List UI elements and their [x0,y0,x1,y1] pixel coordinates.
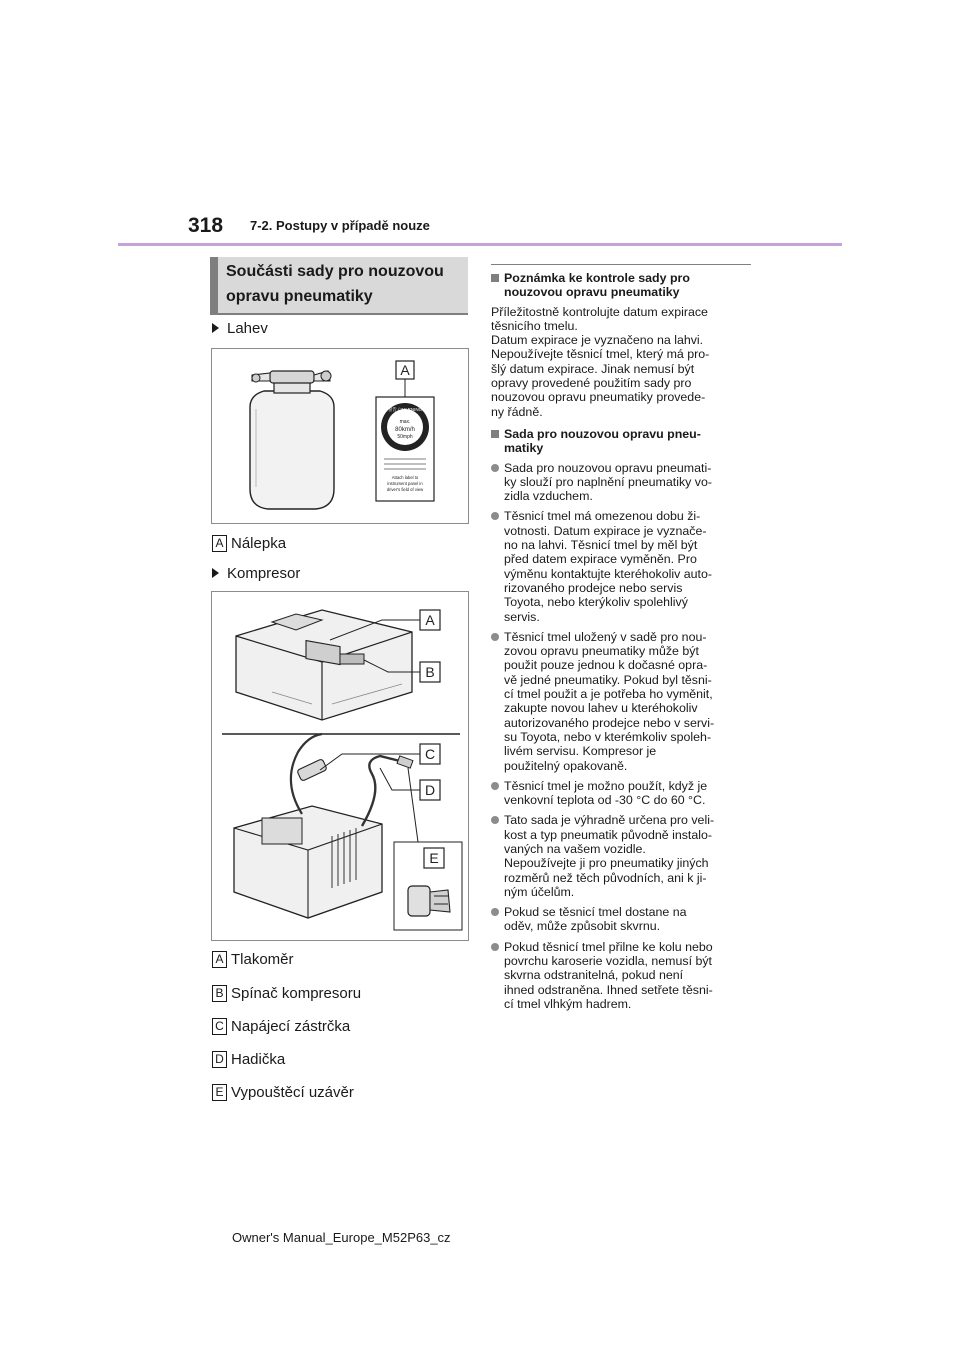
callout-letter: A [212,951,227,968]
callout-text: Hadička [231,1051,286,1068]
header-divider [118,243,842,246]
note-bullet [491,940,751,1011]
footer-manual-id: Owner's Manual_Europe_M52P63_cz [232,1230,451,1245]
note-bullet-text: Sada pro nouzovou opravu pneumati- ky slouží pro naplnění pneumatiky vo- zidla vzduchem. [504,460,712,504]
note-bullet-text: Pokud se těsnicí tmel dostane na oděv, může způsobit skvrnu. [504,905,687,934]
callout-text: Vypouštěcí uzávěr [231,1084,354,1101]
callout-text: Spínač kompresoru [231,985,362,1002]
arrow-icon [212,568,219,578]
note-heading-kit [491,427,751,456]
callout-text: Tlakoměr [231,951,294,968]
circle-bullet-icon [491,908,499,916]
compressor-callout-a [212,951,294,968]
compressor-heading [212,565,300,582]
compressor-callout-b [212,985,361,1002]
sticker-attach-line2: instrument panel in [387,481,423,486]
bottle-heading [212,320,268,337]
notes-top-divider [491,264,751,265]
compressor-callout-d [212,1051,285,1068]
compressor-figure [211,591,469,941]
note-heading-text: Sada pro nouzovou opravu pneu- matiky [504,426,701,456]
note-paragraph-expiry: Příležitostně kontrolujte datum expirace těsnicího tmelu. Datum expirace je vyznačeno na lahvi. Nepoužívejte těsnicí tmel, který má pro- šlý datum expirace. Jinak nemusí být opravy provedené použitím sady pro nouzovou opravu pneumatiky provede- ny řádně. [491,304,710,419]
circle-bullet-icon [491,633,499,641]
compressor-callout-d-marker: D [424,782,436,798]
square-bullet-icon [491,274,499,282]
note-bullet-text: Těsnicí tmel je možno použít, když je venkovní teplota od -30 °C do 60 °C. [504,778,708,808]
sticker-warning-text: 警告 / WARNING [387,407,423,412]
bottle-figure [211,348,469,524]
arrow-icon [212,323,219,333]
note-bullet-text: Pokud těsnicí tmel přilne ke kolu nebo povrchu karoserie vozidla, nemusí být skvrna odstranitelná, pokud není ihned odstraněna. Ihned setřete těsni- cí tmel vlhkým hadrem. [504,939,713,1011]
sticker-max-text: max. [399,419,411,425]
note-heading-text: Poznámka ke kontrole sady pro nouzovou opravu pneumatiky [504,271,690,300]
circle-bullet-icon [491,816,499,824]
circle-bullet-icon [491,782,499,790]
bottle-callout-a-marker: A [400,362,410,378]
callout-text: Nálepka [231,535,287,552]
callout-letter: B [212,985,227,1002]
compressor-callout-b-marker: B [425,664,435,680]
compressor-callout-e-marker: E [429,850,439,866]
note-bullet [491,779,751,808]
callout-letter: E [212,1084,227,1101]
note-bullet-text: Těsnicí tmel uložený v sadě pro nou- zovou opravu pneumatiky může být použit pouze jednou k dočasné opra- vě jedné pneumatiky. Pokud byl těsni- cí tmel použit a je potřeba ho vyměnit, zakupte novou lahev u kteréhokoliv autorizovaného prodejce nebo v servi- su Toyota, nebo v kterémkoliv spoleh- livém servisu. Kompresor je použitelný opakovaně. [504,629,715,773]
note-bullet-text: Tato sada je výhradně určena pro veli- kost a typ pneumatik původně instalo- vaných na vašem vozidle. Nepoužívejte ji pro pneumatiky jiných rozměrů než těch původních, ani k ji- ným účelům. [504,813,715,899]
notes-column [491,264,751,1017]
callout-letter: D [212,1051,227,1068]
circle-bullet-icon [491,943,499,951]
square-bullet-icon [491,430,499,438]
bottle-callout-a [212,535,286,552]
circle-bullet-icon [491,512,499,520]
compressor-callout-c [212,1018,350,1035]
note-bullet [491,461,751,504]
section-title-line1: Součásti sady pro nouzovou [226,263,444,280]
title-divider [210,313,468,315]
bottle-label: Lahev [227,320,268,337]
page-number: 318 [188,214,224,237]
callout-text: Napájecí zástrčka [231,1018,351,1035]
compressor-callout-e [212,1084,354,1101]
note-heading-kit-check [491,271,751,300]
note-bullet [491,905,751,934]
section-header: 7-2. Postupy v případě nouze [250,218,430,233]
section-title-line2: opravu pneumatiky [226,288,373,305]
note-bullet-text: Těsnicí tmel má omezenou dobu ži- votnosti. Datum expirace je vyznače- no na lahvi. Těsnicí tmel by měl být před datem expirace vyměněn. Pro výměnu kontaktujte kteréhokoliv auto- rizovaného prodejce nebo servis Toyota, nebo kterýkoliv spolehlivý servis. [504,509,712,624]
callout-letter: C [212,1018,227,1035]
section-title-box [210,257,468,313]
circle-bullet-icon [491,464,499,472]
note-bullet [491,630,751,773]
compressor-callout-a-marker: A [425,612,435,628]
compressor-callout-c-marker: C [424,746,436,762]
note-bullet [491,813,751,899]
sticker-attach-line1: Attach label to [391,475,419,480]
sticker-kmh-text: 80km/h [395,427,415,433]
sticker-attach-line3: driver's field of view [386,487,424,492]
compressor-label: Kompresor [227,565,301,582]
callout-letter: A [212,535,227,552]
sticker-mph-text: 50mph [397,434,413,440]
note-bullet [491,509,751,623]
